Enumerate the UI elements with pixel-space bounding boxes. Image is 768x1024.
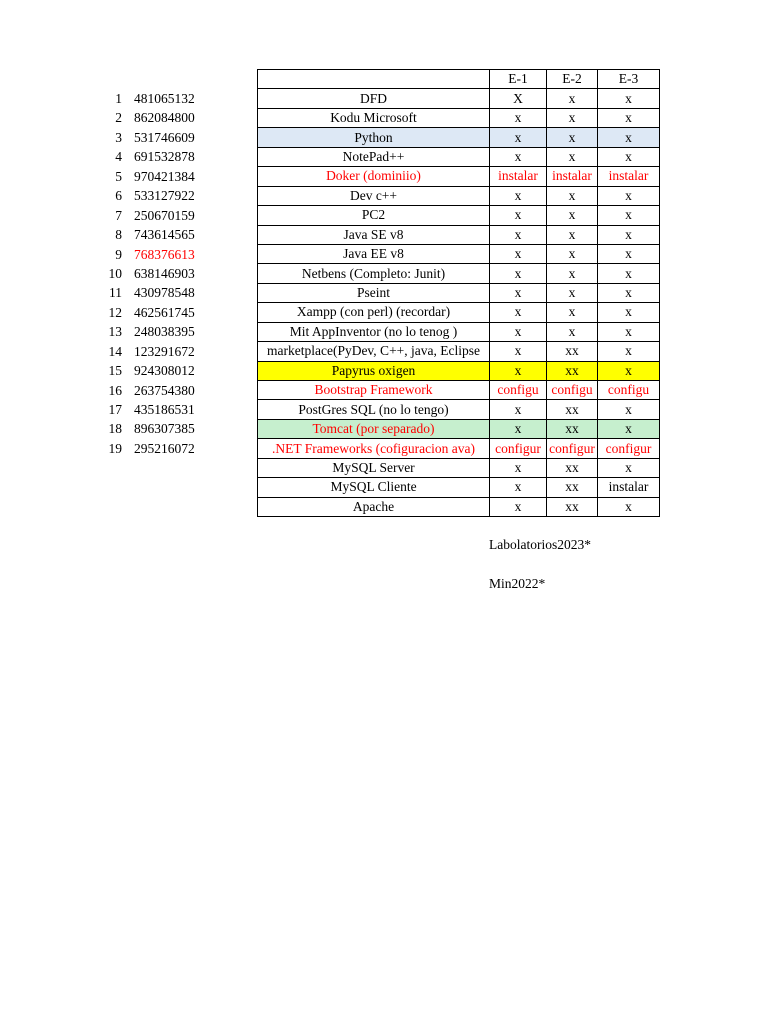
list-item-number: 11 <box>109 285 122 301</box>
note-min: Min2022* <box>489 576 546 591</box>
list-item-number: 16 <box>108 382 122 398</box>
cell-e3: x <box>598 419 660 438</box>
cell-e3: x <box>598 458 660 477</box>
cell-software-name: MySQL Cliente <box>258 478 490 497</box>
cell-software-name: Mit AppInventor (no lo tenog ) <box>258 322 490 341</box>
list-item <box>108 283 195 302</box>
list-item-number: 5 <box>115 168 122 184</box>
list-item-number: 18 <box>108 421 122 437</box>
table-row <box>258 381 660 400</box>
cell-software-name: Xampp (con perl) (recordar) <box>258 303 490 322</box>
cell-e2: x <box>547 108 598 127</box>
list-item-number: 9 <box>115 246 122 262</box>
cell-software-name: Java EE v8 <box>258 244 490 263</box>
list-item-code: 481065132 <box>134 91 195 106</box>
table-row <box>258 458 660 477</box>
cell-software-name: marketplace(PyDev, C++, java, Eclipse <box>258 342 490 361</box>
cell-e2: x <box>547 303 598 322</box>
list-item-code: 743614565 <box>134 227 195 243</box>
list-item <box>108 225 195 244</box>
table-row <box>258 439 660 458</box>
cell-e1: x <box>490 478 547 497</box>
list-item <box>108 89 195 108</box>
cell-e2: xx <box>547 478 598 497</box>
table-row <box>258 206 660 225</box>
table-row <box>258 497 660 516</box>
list-item-number: 4 <box>115 149 122 165</box>
cell-software-name: Dev c++ <box>258 186 490 205</box>
cell-e3: x <box>598 244 660 263</box>
cell-e2: x <box>547 147 598 166</box>
cell-e3: x <box>598 322 660 341</box>
cell-e2: instalar <box>547 167 598 186</box>
list-item-number: 17 <box>108 402 122 417</box>
cell-e3: x <box>598 497 660 516</box>
list-item-code: 295216072 <box>134 440 195 456</box>
cell-e3: x <box>598 108 660 127</box>
cell-e3: configu <box>598 381 660 400</box>
cell-e3: configur <box>598 439 660 458</box>
cell-e2: xx <box>547 400 598 419</box>
table-header-row <box>258 70 660 89</box>
table-row <box>258 342 660 361</box>
cell-software-name: NotePad++ <box>258 147 490 166</box>
list-item <box>108 439 195 458</box>
cell-e3: x <box>598 400 660 419</box>
cell-software-name: MySQL Server <box>258 458 490 477</box>
list-item-number: 6 <box>115 188 122 204</box>
table-row <box>258 186 660 205</box>
list-item <box>108 128 195 147</box>
list-item-code: 531746609 <box>134 129 195 145</box>
list-item <box>108 147 195 166</box>
cell-software-name: Tomcat (por separado) <box>258 419 490 438</box>
cell-e2: x <box>547 264 598 283</box>
table-row <box>258 361 660 380</box>
cell-e2: configu <box>547 381 598 400</box>
list-item-number: 12 <box>108 304 122 320</box>
cell-software-name: Bootstrap Framework <box>258 381 490 400</box>
cell-e1: x <box>490 264 547 283</box>
cell-e1: x <box>490 497 547 516</box>
list-item <box>108 303 195 322</box>
cell-e1: x <box>490 342 547 361</box>
cell-e1: x <box>490 128 547 147</box>
cell-e2: configur <box>547 439 598 458</box>
cell-e1: x <box>490 206 547 225</box>
numbered-code-list <box>108 89 195 458</box>
cell-e2: xx <box>547 419 598 438</box>
list-item-number: 2 <box>115 110 122 126</box>
list-item-number: 1 <box>115 91 122 106</box>
list-item <box>108 264 195 283</box>
cell-software-name: DFD <box>258 89 490 108</box>
cell-e2: xx <box>547 361 598 380</box>
cell-software-name: .NET Frameworks (cofiguracion ava) <box>258 439 490 458</box>
list-item <box>108 108 195 127</box>
list-item <box>108 342 195 361</box>
table-row <box>258 303 660 322</box>
header-e1: E-1 <box>490 70 547 89</box>
cell-e2: xx <box>547 497 598 516</box>
list-item-code: 638146903 <box>134 265 195 281</box>
cell-e1: x <box>490 419 547 438</box>
cell-e3: x <box>598 283 660 302</box>
list-item <box>108 381 195 400</box>
cell-e1: configur <box>490 439 547 458</box>
cell-software-name: Papyrus oxigen <box>258 361 490 380</box>
cell-e1: x <box>490 322 547 341</box>
cell-e1: x <box>490 400 547 419</box>
list-item-number: 14 <box>108 343 122 359</box>
cell-e1: instalar <box>490 167 547 186</box>
cell-e3: x <box>598 147 660 166</box>
cell-e1: x <box>490 458 547 477</box>
list-item-code: 123291672 <box>134 343 195 359</box>
cell-e3: x <box>598 89 660 108</box>
list-item-number: 13 <box>108 324 122 340</box>
list-item <box>108 167 195 186</box>
table-row <box>258 322 660 341</box>
cell-e1: x <box>490 244 547 263</box>
header-e2: E-2 <box>547 70 598 89</box>
cell-e2: x <box>547 128 598 147</box>
list-item-code: 970421384 <box>134 168 195 184</box>
header-name <box>258 70 490 89</box>
cell-e3: instalar <box>598 167 660 186</box>
cell-e3: x <box>598 361 660 380</box>
cell-e3: x <box>598 342 660 361</box>
cell-e1: x <box>490 186 547 205</box>
cell-e3: x <box>598 186 660 205</box>
list-item-code: 435186531 <box>134 402 195 417</box>
list-item-code: 768376613 <box>134 246 195 262</box>
list-item-code: 248038395 <box>134 324 195 340</box>
cell-e2: x <box>547 244 598 263</box>
list-item-code: 263754380 <box>134 382 195 398</box>
cell-e2: xx <box>547 342 598 361</box>
table-row <box>258 147 660 166</box>
table-row <box>258 283 660 302</box>
table-row <box>258 244 660 263</box>
list-item-code: 250670159 <box>134 207 195 223</box>
cell-e2: x <box>547 283 598 302</box>
header-e3: E-3 <box>598 70 660 89</box>
cell-e1: x <box>490 225 547 244</box>
list-item <box>108 361 195 380</box>
cell-e2: x <box>547 225 598 244</box>
cell-e3: x <box>598 303 660 322</box>
cell-e2: x <box>547 186 598 205</box>
cell-software-name: Python <box>258 128 490 147</box>
list-item-number: 10 <box>108 265 122 281</box>
cell-e1: x <box>490 108 547 127</box>
list-item <box>108 400 195 419</box>
list-item-number: 3 <box>115 129 122 145</box>
list-item <box>108 206 195 225</box>
software-checklist-table <box>257 69 660 517</box>
table-row <box>258 478 660 497</box>
cell-e2: x <box>547 89 598 108</box>
table-row <box>258 419 660 438</box>
cell-e1: x <box>490 303 547 322</box>
list-item <box>108 245 195 264</box>
cell-e1: x <box>490 147 547 166</box>
list-item-code: 862084800 <box>134 110 195 126</box>
cell-e1: x <box>490 283 547 302</box>
list-item-number: 7 <box>115 207 122 223</box>
cell-e3: x <box>598 225 660 244</box>
cell-e1: X <box>490 89 547 108</box>
list-item-code: 691532878 <box>134 149 195 165</box>
table-row <box>258 128 660 147</box>
cell-e3: x <box>598 206 660 225</box>
list-item-code: 896307385 <box>134 421 195 437</box>
cell-software-name: PC2 <box>258 206 490 225</box>
list-item-code: 533127922 <box>134 188 195 204</box>
cell-software-name: Doker (dominiio) <box>258 167 490 186</box>
cell-e1: configu <box>490 381 547 400</box>
cell-software-name: Netbens (Completo: Junit) <box>258 264 490 283</box>
cell-e3: x <box>598 128 660 147</box>
cell-e3: instalar <box>598 478 660 497</box>
cell-e2: xx <box>547 458 598 477</box>
cell-software-name: Kodu Microsoft <box>258 108 490 127</box>
cell-e2: x <box>547 206 598 225</box>
table-row <box>258 225 660 244</box>
list-item <box>108 322 195 341</box>
table-row <box>258 400 660 419</box>
list-item-number: 19 <box>108 440 122 456</box>
cell-e3: x <box>598 264 660 283</box>
note-labs: Labolatorios2023* <box>489 537 591 552</box>
list-item-number: 15 <box>108 363 122 379</box>
table-row <box>258 89 660 108</box>
table-row <box>258 108 660 127</box>
list-item <box>108 186 195 205</box>
list-item-code: 462561745 <box>134 304 195 320</box>
cell-software-name: Apache <box>258 497 490 516</box>
table-row <box>258 167 660 186</box>
table-row <box>258 264 660 283</box>
cell-software-name: Java SE v8 <box>258 225 490 244</box>
list-item <box>108 419 195 438</box>
cell-software-name: Pseint <box>258 283 490 302</box>
list-item-code: 430978548 <box>134 285 195 301</box>
list-item-number: 8 <box>115 227 122 243</box>
cell-software-name: PostGres SQL (no lo tengo) <box>258 400 490 419</box>
cell-e2: x <box>547 322 598 341</box>
list-item-code: 924308012 <box>134 363 195 379</box>
cell-e1: x <box>490 361 547 380</box>
